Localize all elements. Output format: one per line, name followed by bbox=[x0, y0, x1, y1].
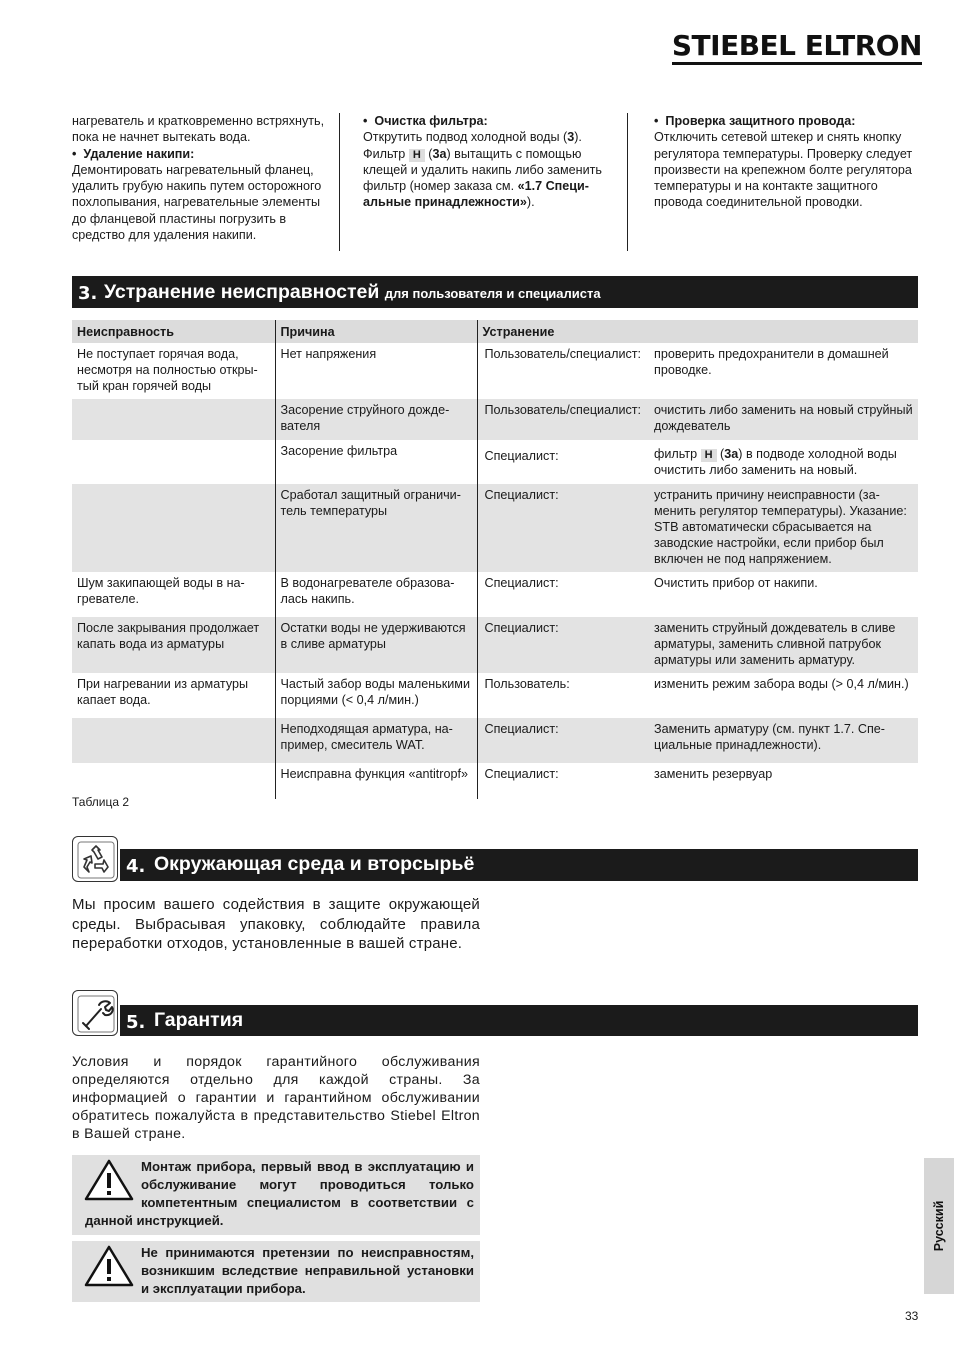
warning-icon bbox=[83, 1244, 135, 1288]
table-header-row bbox=[72, 320, 918, 343]
ground-check-heading: • Проверка защитного провода: bbox=[654, 113, 918, 129]
filter-step-2: Фильтр H (3a) вытащить с помощью клещей и удалить накипь либо заменить фильтр (номер заказа см. «1.7 Специальные принадлежности»). bbox=[363, 146, 602, 210]
section-4-number: 4. bbox=[126, 856, 146, 877]
section-3-title: Устранение неисправностей для пользователя и специалиста bbox=[104, 281, 601, 303]
section-4-header bbox=[120, 849, 918, 881]
section-4-title: Окружающая среда и вторсырьё bbox=[154, 853, 475, 875]
warning-icon bbox=[83, 1158, 135, 1202]
table-row: После закрывания продолжает капать вода из арматуры Остатки воды не удерживаются в сливе арматуры Специалист: заменить струйный дождеватель в сливе арматуры, заменить сливной патрубок арматуры или заменить арматуру. bbox=[72, 617, 918, 673]
recycle-icon bbox=[72, 836, 118, 882]
maintenance-columns bbox=[72, 113, 918, 251]
filter-step-1: Открутить подвод холодной воды (3). bbox=[363, 130, 582, 145]
table-row: Неисправна функция «antitropf» Специалист: заменить резервуар bbox=[72, 763, 918, 799]
section-5-header bbox=[120, 1005, 918, 1036]
filter-heading: • Очистка фильтра: bbox=[363, 113, 627, 129]
header-fault: Неисправность bbox=[72, 320, 275, 343]
table-row: Неподходящая арматура, например, смеситель WAT. Специалист: Заменить арматуру (см. пункт 1.7. Специальные принадлежности). bbox=[72, 718, 918, 763]
section-3-subtitle: для пользователя и специалиста bbox=[384, 286, 601, 301]
troubleshooting-table bbox=[72, 320, 918, 799]
column-filter-cleaning bbox=[351, 113, 628, 251]
descaling-body: Демонтировать нагревательный фланец, удалить грубую накипь путем осторожного похлопывания, нагревательные элементы до фланцевой пластины погрузить в средство для удаления накипи. bbox=[72, 162, 322, 243]
brand-logo: STIEBEL ELTRON bbox=[672, 32, 922, 65]
descaling-heading: • Удаление накипи: bbox=[72, 146, 331, 162]
section-5-title: Гарантия bbox=[154, 1009, 244, 1031]
language-label: Русский bbox=[932, 1200, 946, 1252]
filter-h-label: H bbox=[701, 449, 717, 462]
language-tab bbox=[924, 1158, 954, 1294]
column-ground-check bbox=[641, 113, 918, 211]
warning-box-liability bbox=[72, 1241, 480, 1302]
table-caption: Таблица 2 bbox=[72, 795, 130, 809]
section-3-header bbox=[72, 276, 918, 308]
descaling-intro: нагреватель и кратковременно встряхнуть, пока не начнет вытекать вода. bbox=[72, 114, 325, 145]
table-row: Не поступает горячая вода, несмотря на полностью открытый кран горячей воды Нет напряжения Пользователь/специалист: проверить предохранители в домашней проводке. bbox=[72, 343, 918, 399]
section-3-number: 3. bbox=[78, 283, 98, 304]
table-row: При нагревании из арматуры капает вода. Частый забор воды маленькими порциями (< 0,4 л/мин.) Пользователь: изменить режим забора воды (> 0,4 л/мин.) bbox=[72, 673, 918, 718]
warning-box-installation bbox=[72, 1155, 480, 1235]
ground-check-body: Отключить сетевой штекер и снять кнопку регулятора температуры. Проверку следует произвести на крепежном болте регулятора температуры и на контакте защитного провода соединительной проводки. bbox=[654, 130, 913, 210]
header-cause: Причина bbox=[275, 320, 477, 343]
warning-text-installation: Монтаж прибора, первый ввод в эксплуатацию и обслуживание могут проводиться только компетентным специалистом в соответствии с данной инструкцией. bbox=[85, 1159, 474, 1228]
page-number: 33 bbox=[905, 1309, 919, 1323]
section-5-number: 5. bbox=[126, 1012, 146, 1033]
column-descaling bbox=[72, 113, 340, 251]
warning-text-liability: Не принимаются претензии по неисправностям, возникшим вследствие неправильной установки и эксплуатации прибора. bbox=[141, 1245, 474, 1296]
filter-h-label: H bbox=[409, 149, 425, 162]
table-row: Засорение струйного дождевателя Пользователь/специалист: очистить либо заменить на новый струйный дождеватель bbox=[72, 399, 918, 440]
warranty-text: Условия и порядок гарантийного обслуживания определяются отдельно для каждой страны. За информацией о гарантии и гарантийном обслуживании обратитесь пожалуйста в представительство Stiebel Eltron в Вашей стране. bbox=[72, 1054, 480, 1142]
table-row: Засорение фильтра Специалист: фильтр H (3a) в подводе холодной воды очистить либо заменить на новый. bbox=[72, 440, 918, 484]
environment-text: Мы просим вашего содействия в защите окружающей среды. Выбрасывая упаковку, соблюдайте правила переработки отходов, установленные в вашей стране. bbox=[72, 896, 480, 952]
header-remedy: Устранение bbox=[477, 320, 918, 343]
table-row: Сработал защитный ограничитель температуры Специалист: устранить причину неисправности (заменить регулятор температуры). Указание: STB автоматически сбрасывается на заводские настройки, если прибор был включен не под напряжением. bbox=[72, 484, 918, 572]
table-row: Шум закипающей воды в нагревателе. В водонагревателе образовалась накипь. Специалист: Очистить прибор от накипи. bbox=[72, 572, 918, 617]
wrench-icon bbox=[72, 990, 118, 1036]
